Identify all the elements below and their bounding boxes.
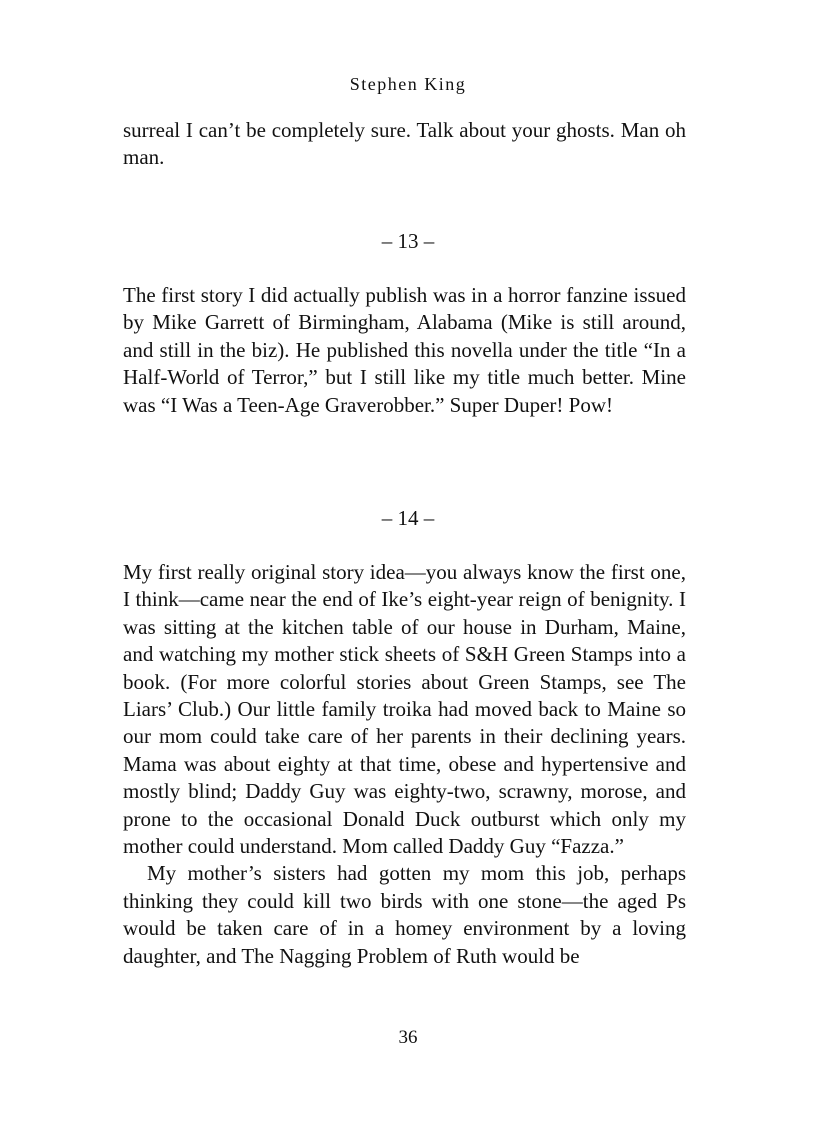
page-number: 36 [398, 1027, 418, 1048]
section-14-paragraph-2: My mother’s sisters had gotten my mom this job, perhaps thinking they could kill two birds with one stone—the aged Ps would be taken care of in a homey environment by a loving daughter, and The Nagging Problem of Ruth would be [123, 861, 686, 968]
continuation-text [123, 117, 686, 172]
section-number-13: – 13 – [381, 229, 435, 253]
running-head: Stephen King [349, 74, 467, 94]
continuation-paragraph: surreal I can’t be completely sure. Talk about your ghosts. Man oh man. [123, 118, 686, 170]
section-14-text [123, 559, 686, 970]
section-14-paragraph-1: My first really original story idea—you always know the first one, I think—came near the end of Ike’s eight-year reign of benignity. I was sitting at the kitchen table of our house in Durham, Maine, and watching my mother stick sheets of S&H Green Stamps into a book. (For more colorful stories about Green Stamps, see The Liars’ Club.) Our little family troika had moved back to Maine so our mom could take care of her parents in their declining years. Mama was about eighty at that time, obese and hypertensive and mostly blind; Daddy Guy was eighty-two, scrawny, morose, and prone to the occasional Donald Duck outburst which only my mother could understand. Mom called Daddy Guy “Fazza.” [123, 560, 686, 859]
section-13-text [123, 282, 686, 419]
section-number-14: – 14 – [381, 506, 435, 530]
section-13-paragraph: The first story I did actually publish was in a horror fanzine issued by Mike Garrett of Birmingham, Alabama (Mike is still around, and still in the biz). He published this novella under the title “In a Half-World of Terror,” but I still like my title much better. Mine was “I Was a Teen-Age Graverobber.” Super Duper! Pow! [123, 283, 686, 417]
